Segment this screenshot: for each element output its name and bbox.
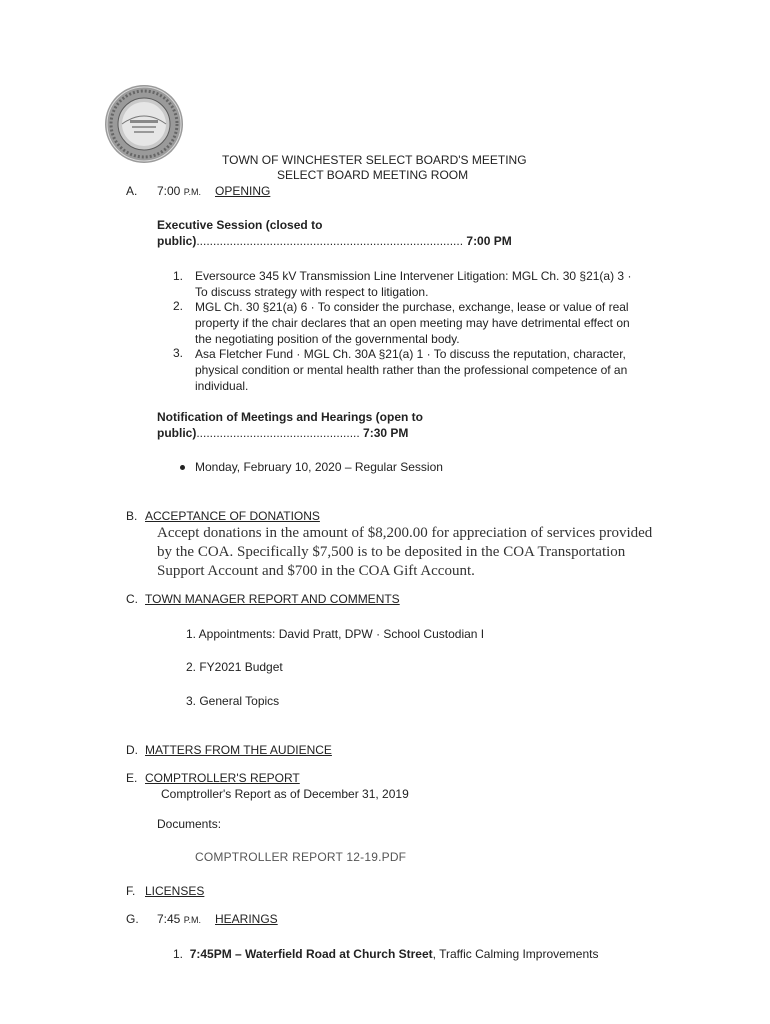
section-g-heading: HEARINGS xyxy=(215,912,278,926)
section-f-letter: F. xyxy=(126,884,136,898)
comptroller-subtitle: Comptroller's Report as of December 31, 2019 xyxy=(161,787,409,801)
exec-item-3: 3. xyxy=(173,346,184,360)
exec-item-2: 2. xyxy=(173,299,184,313)
meeting-title: TOWN OF WINCHESTER SELECT BOARD'S MEETING xyxy=(222,153,527,167)
meeting-room: SELECT BOARD MEETING ROOM xyxy=(277,168,469,182)
section-a-heading: OPENING xyxy=(215,184,271,198)
hearing-item-1: 1. 7:45PM – Waterfield Road at Church Street, Traffic Calming Improvements xyxy=(173,947,599,961)
notification-bullet: Monday, February 10, 2020 – Regular Session xyxy=(180,460,443,474)
section-b-letter: B. xyxy=(126,509,138,523)
notification-line: public)................................................. 7:30 PM xyxy=(157,426,409,440)
exec-session-line: public)................................................................................ 7:00 PM xyxy=(157,234,512,248)
notification-title: Notification of Meetings and Hearings (open to xyxy=(157,410,424,424)
section-f-heading: LICENSES xyxy=(145,884,205,898)
manager-item-2: 2. FY2021 Budget xyxy=(186,660,283,674)
section-b-heading: ACCEPTANCE OF DONATIONS xyxy=(145,509,320,523)
manager-item-3: 3. General Topics xyxy=(186,694,280,708)
exec-item-1: 1. xyxy=(173,269,184,283)
section-d-heading: MATTERS FROM THE AUDIENCE xyxy=(145,743,332,757)
section-e-letter: E. xyxy=(126,771,138,785)
section-g-letter: G. xyxy=(126,912,139,926)
manager-item-1: 1. Appointments: David Pratt, DPW · School Custodian I xyxy=(186,627,485,641)
section-a-time: 7:00 P.M. xyxy=(157,184,202,198)
section-d-letter: D. xyxy=(126,743,138,757)
section-e-heading: COMPTROLLER'S REPORT xyxy=(145,771,300,785)
exec-item-2-text: MGL Ch. 30 §21(a) 6 · To consider the purchase, exchange, lease or value of real property if the chair declares that an open meeting may have detrimental effect on the negotiating position of the governmental body. xyxy=(195,300,630,346)
comptroller-report-link[interactable]: COMPTROLLER REPORT 12-19.PDF xyxy=(195,850,407,864)
exec-session-title: Executive Session (closed to xyxy=(157,218,323,232)
section-a-letter: A. xyxy=(126,184,138,198)
section-g-time: 7:45 P.M. xyxy=(157,912,202,926)
exec-item-3-text: Asa Fletcher Fund · MGL Ch. 30A §21(a) 1 · To discuss the reputation, character, physical condition or mental health rather than the professional competence of an individual. xyxy=(195,347,628,393)
exec-item-1-text: Eversource 345 kV Transmission Line Intervener Litigation: MGL Ch. 30 §21(a) 3 · To discuss strategy with respect to litigation. xyxy=(195,269,632,299)
section-c-letter: C. xyxy=(126,592,138,606)
bullet-icon xyxy=(180,465,185,470)
documents-label: Documents: xyxy=(157,817,222,831)
donations-text: Accept donations in the amount of $8,200.00 for appreciation of services provided by the COA. Specifically $7,500 is to be deposited in the COA Transportation Support Account and $700 in the COA Gift Account. xyxy=(157,525,653,579)
section-c-heading: TOWN MANAGER REPORT AND COMMENTS xyxy=(145,592,400,606)
town-seal-logo xyxy=(104,84,184,164)
